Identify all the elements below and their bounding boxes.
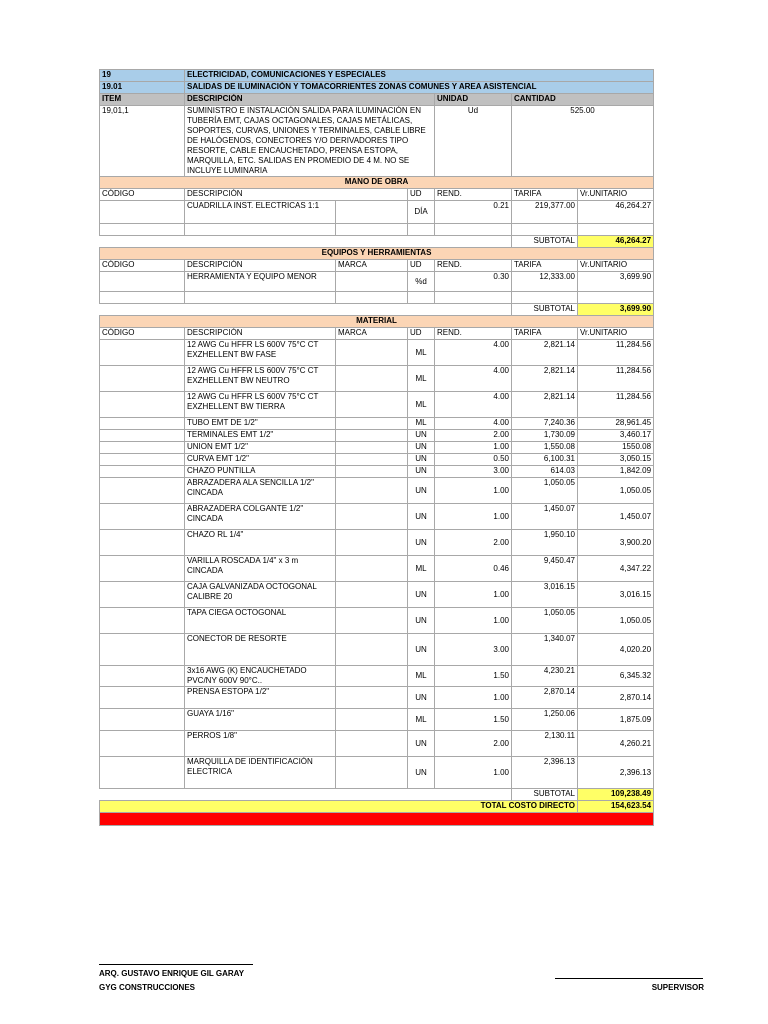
- material-desc: TUBO EMT DE 1/2": [185, 418, 336, 430]
- material-rows: [100, 340, 654, 789]
- signer-company: GYG CONSTRUCCIONES: [99, 983, 196, 992]
- mano-de-obra-row: [100, 201, 654, 224]
- material-desc: CHAZO RL 1/4": [185, 530, 336, 556]
- material-marca: [336, 340, 408, 366]
- material-vr: 1,450.07: [578, 504, 654, 530]
- material-vr: 4,347.22: [578, 556, 654, 582]
- material-desc: MARQUILLA DE IDENTIFICACIÓN ELECTRICA: [185, 757, 336, 789]
- material-code: [100, 430, 185, 442]
- material-desc: CURVA EMT 1/2": [185, 454, 336, 466]
- section-row: [100, 82, 654, 94]
- signer-name: ARQ. GUSTAVO ENRIQUE GIL GARAY: [99, 969, 245, 978]
- col-codigo: CÓDIGO: [100, 328, 185, 340]
- equipos-tarifa: 12,333.00: [512, 272, 578, 292]
- material-row: [100, 530, 654, 556]
- material-tarifa: 2,396.13: [512, 757, 578, 789]
- material-ud: UN: [408, 687, 435, 709]
- material-rend: 1.00: [435, 687, 512, 709]
- mano-de-obra-desc: CUADRILLA INST. ELECTRICAS 1:1: [185, 201, 336, 224]
- material-tarifa: 1,550.08: [512, 442, 578, 454]
- material-tarifa: 1,730.09: [512, 430, 578, 442]
- section-mano-de-obra: [100, 177, 654, 189]
- mano-de-obra-subtotal: 46,264.27: [578, 236, 654, 248]
- col-marca: MARCA: [336, 328, 408, 340]
- material-row: [100, 608, 654, 634]
- material-rend: 4.00: [435, 340, 512, 366]
- material-vr: 1,842.09: [578, 466, 654, 478]
- col-vr-unitario: Vr.UNITARIO: [578, 189, 654, 201]
- material-row: [100, 504, 654, 530]
- material-row: [100, 478, 654, 504]
- col-marca: MARCA: [336, 260, 408, 272]
- material-vr: 3,050.15: [578, 454, 654, 466]
- material-vr: 11,284.56: [578, 340, 654, 366]
- material-rend: 0.50: [435, 454, 512, 466]
- material-vr: 1,050.05: [578, 608, 654, 634]
- unit-price-analysis-table: [99, 69, 654, 826]
- section-equipos: [100, 248, 654, 260]
- material-row: [100, 442, 654, 454]
- col-tarifa: TARIFA: [512, 260, 578, 272]
- supervisor-label: SUPERVISOR: [651, 983, 704, 992]
- col-rend: REND.: [435, 328, 512, 340]
- material-code: [100, 666, 185, 687]
- material-row: [100, 556, 654, 582]
- material-tarifa: 2,821.14: [512, 392, 578, 418]
- material-ud: ML: [408, 556, 435, 582]
- col-rend: REND.: [435, 189, 512, 201]
- material-ud: ML: [408, 418, 435, 430]
- material-subtotal-row: [100, 789, 654, 801]
- material-rend: 1.00: [435, 478, 512, 504]
- material-vr: 3,016.15: [578, 582, 654, 608]
- col-item: ITEM: [100, 94, 185, 106]
- material-vr: 1,050.05: [578, 478, 654, 504]
- material-row: [100, 466, 654, 478]
- material-vr: 2,396.13: [578, 757, 654, 789]
- col-vr-unitario: Vr.UNITARIO: [578, 328, 654, 340]
- material-code: [100, 757, 185, 789]
- material-rend: 2.00: [435, 530, 512, 556]
- col-descripcion: DESCRIPCIÓN: [185, 328, 336, 340]
- material-ud: ML: [408, 709, 435, 731]
- material-row: [100, 340, 654, 366]
- spacer-row: [100, 292, 654, 304]
- col-vr-unitario: Vr.UNITARIO: [578, 260, 654, 272]
- material-code: [100, 442, 185, 454]
- col-tarifa: TARIFA: [512, 189, 578, 201]
- material-tarifa: 7,240.36: [512, 418, 578, 430]
- material-code: [100, 478, 185, 504]
- material-desc: VARILLA ROSCADA 1/4" x 3 m CINCADA: [185, 556, 336, 582]
- material-rend: 1.00: [435, 582, 512, 608]
- col-cantidad: CANTIDAD: [512, 94, 654, 106]
- material-ud: UN: [408, 757, 435, 789]
- equipos-vr: 3,699.90: [578, 272, 654, 292]
- item-header-row: [100, 94, 654, 106]
- material-ud: UN: [408, 466, 435, 478]
- material-code: [100, 454, 185, 466]
- material-code: [100, 556, 185, 582]
- budget-sheet: [99, 69, 653, 826]
- material-row: [100, 454, 654, 466]
- material-desc: GUAYA 1/16": [185, 709, 336, 731]
- material-vr: 28,961.45: [578, 418, 654, 430]
- subtotal-label: SUBTOTAL: [512, 236, 578, 248]
- material-tarifa: 1,950.10: [512, 530, 578, 556]
- material-code: [100, 392, 185, 418]
- material-tarifa: 3,016.15: [512, 582, 578, 608]
- material-marca: [336, 530, 408, 556]
- material-tarifa: 2,870.14: [512, 687, 578, 709]
- material-header-row: [100, 328, 654, 340]
- material-ud: UN: [408, 504, 435, 530]
- mano-de-obra-tarifa: 219,377.00: [512, 201, 578, 224]
- material-code: [100, 418, 185, 430]
- total-value: 154,623.54: [578, 801, 654, 813]
- mano-de-obra-header-row: [100, 189, 654, 201]
- material-marca: [336, 687, 408, 709]
- material-vr: 4,020.20: [578, 634, 654, 666]
- material-tarifa: 1,450.07: [512, 504, 578, 530]
- section-title-mano-de-obra: MANO DE OBRA: [100, 177, 654, 189]
- material-marca: [336, 430, 408, 442]
- material-row: [100, 392, 654, 418]
- material-rend: 4.00: [435, 392, 512, 418]
- material-desc: UNION EMT 1/2": [185, 442, 336, 454]
- mano-de-obra-vr: 46,264.27: [578, 201, 654, 224]
- material-ud: UN: [408, 582, 435, 608]
- material-row: [100, 731, 654, 757]
- material-code: [100, 687, 185, 709]
- section-code: 19.01: [100, 82, 185, 94]
- material-desc: ABRAZADERA COLGANTE 1/2" CINCADA: [185, 504, 336, 530]
- material-marca: [336, 418, 408, 430]
- col-descripcion: DESCRIPCIÓN: [185, 189, 408, 201]
- material-rend: 4.00: [435, 418, 512, 430]
- section-title-equipos: EQUIPOS Y HERRAMIENTAS: [100, 248, 654, 260]
- material-ud: UN: [408, 442, 435, 454]
- material-tarifa: 9,450.47: [512, 556, 578, 582]
- material-row: [100, 687, 654, 709]
- material-desc: TERMINALES EMT 1/2": [185, 430, 336, 442]
- section-title: SALIDAS DE ILUMINACIÓN Y TOMACORRIENTES ZONAS COMUNES Y AREA ASISTENCIAL: [185, 82, 654, 94]
- material-row: [100, 757, 654, 789]
- material-marca: [336, 634, 408, 666]
- material-rend: 3.00: [435, 466, 512, 478]
- material-marca: [336, 466, 408, 478]
- equipos-desc: HERRAMIENTA Y EQUIPO MENOR: [185, 272, 336, 292]
- item-unit: Ud: [435, 106, 512, 177]
- chapter-row: [100, 70, 654, 82]
- material-vr: 11,284.56: [578, 392, 654, 418]
- material-desc: PERROS 1/8": [185, 731, 336, 757]
- material-ud: UN: [408, 731, 435, 757]
- item-code: 19,01,1: [100, 106, 185, 177]
- material-tarifa: 2,821.14: [512, 340, 578, 366]
- material-rend: 2.00: [435, 430, 512, 442]
- material-desc: PRENSA ESTOPA 1/2": [185, 687, 336, 709]
- material-tarifa: 1,250.06: [512, 709, 578, 731]
- chapter-code: 19: [100, 70, 185, 82]
- equipos-row: [100, 272, 654, 292]
- material-ud: UN: [408, 430, 435, 442]
- equipos-header-row: [100, 260, 654, 272]
- material-vr: 2,870.14: [578, 687, 654, 709]
- equipos-ud: %d: [408, 272, 435, 292]
- material-tarifa: 1,050.05: [512, 478, 578, 504]
- material-rend: 1.00: [435, 442, 512, 454]
- material-code: [100, 634, 185, 666]
- col-ud: UD: [408, 260, 435, 272]
- material-desc: 12 AWG Cu HFFR LS 600V 75°C CT EXZHELLENT BW TIERRA: [185, 392, 336, 418]
- material-rend: 2.00: [435, 731, 512, 757]
- material-desc: 3x16 AWG (K) ENCAUCHETADO PVC/NY 600V 90°C..: [185, 666, 336, 687]
- material-ud: ML: [408, 366, 435, 392]
- material-rend: 1.00: [435, 757, 512, 789]
- material-desc: 12 AWG Cu HFFR LS 600V 75°C CT EXZHELLENT BW NEUTRO: [185, 366, 336, 392]
- material-row: [100, 582, 654, 608]
- material-desc: CONECTOR DE RESORTE: [185, 634, 336, 666]
- total-row: [100, 801, 654, 813]
- material-desc: 12 AWG Cu HFFR LS 600V 75°C CT EXZHELLENT BW FASE: [185, 340, 336, 366]
- material-row: [100, 430, 654, 442]
- material-vr: 11,284.56: [578, 366, 654, 392]
- material-ud: UN: [408, 454, 435, 466]
- material-code: [100, 530, 185, 556]
- material-code: [100, 504, 185, 530]
- material-marca: [336, 442, 408, 454]
- col-unidad: UNIDAD: [435, 94, 512, 106]
- item-quantity: 525.00: [512, 106, 654, 177]
- material-rend: 1.50: [435, 666, 512, 687]
- material-marca: [336, 582, 408, 608]
- material-ud: ML: [408, 340, 435, 366]
- material-rend: 3.00: [435, 634, 512, 666]
- material-ud: UN: [408, 530, 435, 556]
- material-rend: 1.00: [435, 608, 512, 634]
- material-code: [100, 366, 185, 392]
- material-marca: [336, 608, 408, 634]
- material-marca: [336, 666, 408, 687]
- material-subtotal: 109,238.49: [578, 789, 654, 801]
- col-ud: UD: [408, 189, 435, 201]
- material-row: [100, 634, 654, 666]
- material-rend: 4.00: [435, 366, 512, 392]
- material-ud: UN: [408, 478, 435, 504]
- material-marca: [336, 556, 408, 582]
- material-vr: 1,875.09: [578, 709, 654, 731]
- material-row: [100, 666, 654, 687]
- material-tarifa: 4,230.21: [512, 666, 578, 687]
- material-desc: CHAZO PUNTILLA: [185, 466, 336, 478]
- section-material: [100, 316, 654, 328]
- material-tarifa: 2,821.14: [512, 366, 578, 392]
- chapter-title: ELECTRICIDAD, COMUNICACIONES Y ESPECIALES: [185, 70, 654, 82]
- material-desc: ABRAZADERA ALA SENCILLA 1/2" CINCADA: [185, 478, 336, 504]
- equipos-subtotal-row: [100, 304, 654, 316]
- material-code: [100, 709, 185, 731]
- col-ud: UD: [408, 328, 435, 340]
- material-marca: [336, 504, 408, 530]
- mano-de-obra-subtotal-row: [100, 236, 654, 248]
- col-descripcion: DESCRIPCIÓN: [185, 260, 336, 272]
- total-label: TOTAL COSTO DIRECTO: [100, 801, 578, 813]
- equipos-subtotal: 3,699.90: [578, 304, 654, 316]
- material-tarifa: 6,100.31: [512, 454, 578, 466]
- material-vr: 3,900.20: [578, 530, 654, 556]
- signature-line-right: [555, 978, 703, 979]
- material-tarifa: 1,340.07: [512, 634, 578, 666]
- material-code: [100, 608, 185, 634]
- col-codigo: CÓDIGO: [100, 260, 185, 272]
- material-vr: 1550.08: [578, 442, 654, 454]
- signature-line-left: [99, 964, 253, 965]
- material-rend: 0.46: [435, 556, 512, 582]
- material-tarifa: 614.03: [512, 466, 578, 478]
- material-marca: [336, 731, 408, 757]
- section-title-material: MATERIAL: [100, 316, 654, 328]
- material-desc: TAPA CIEGA OCTOGONAL: [185, 608, 336, 634]
- red-bar: [100, 813, 654, 826]
- mano-de-obra-rend: 0.21: [435, 201, 512, 224]
- material-marca: [336, 392, 408, 418]
- mano-de-obra-ud: DÍA: [408, 201, 435, 224]
- material-ud: UN: [408, 608, 435, 634]
- col-codigo: CÓDIGO: [100, 189, 185, 201]
- material-code: [100, 582, 185, 608]
- col-descripcion: DESCRIPCIÓN: [185, 94, 435, 106]
- material-rend: 1.50: [435, 709, 512, 731]
- material-code: [100, 466, 185, 478]
- material-tarifa: 2,130.11: [512, 731, 578, 757]
- material-marca: [336, 757, 408, 789]
- col-rend: REND.: [435, 260, 512, 272]
- material-row: [100, 418, 654, 430]
- spacer-row: [100, 224, 654, 236]
- material-desc: CAJA GALVANIZADA OCTOGONAL CALIBRE 20: [185, 582, 336, 608]
- material-tarifa: 1,050.05: [512, 608, 578, 634]
- col-tarifa: TARIFA: [512, 328, 578, 340]
- material-vr: 4,260.21: [578, 731, 654, 757]
- material-ud: UN: [408, 634, 435, 666]
- material-code: [100, 340, 185, 366]
- material-row: [100, 709, 654, 731]
- material-ud: ML: [408, 392, 435, 418]
- material-marca: [336, 709, 408, 731]
- material-row: [100, 366, 654, 392]
- material-vr: 3,460.17: [578, 430, 654, 442]
- material-marca: [336, 454, 408, 466]
- item-row: [100, 106, 654, 177]
- item-description: SUMINISTRO E INSTALACIÓN SALIDA PARA ILUMINACIÓN EN TUBERÍA EMT, CAJAS OCTAGONALES, CAJAS METÁLICAS, SOPORTES, CURVAS, UNIONES Y TERMINALES, CABLE LIBRE DE HALÓGENOS, CONECTORES Y/O DERIVADORES TIPO RESORTE, CABLE ENCAUCHETADO, PRENSA ESTOPA, MARQUILLA, ETC. SALIDAS EN PROMEDIO DE 4 M. NO SE INCLUYE LUMINARIA: [185, 106, 435, 177]
- subtotal-label: SUBTOTAL: [512, 304, 578, 316]
- material-rend: 1.00: [435, 504, 512, 530]
- equipos-rend: 0.30: [435, 272, 512, 292]
- material-code: [100, 731, 185, 757]
- material-ud: ML: [408, 666, 435, 687]
- material-marca: [336, 366, 408, 392]
- material-marca: [336, 478, 408, 504]
- subtotal-label: SUBTOTAL: [512, 789, 578, 801]
- material-vr: 6,345.32: [578, 666, 654, 687]
